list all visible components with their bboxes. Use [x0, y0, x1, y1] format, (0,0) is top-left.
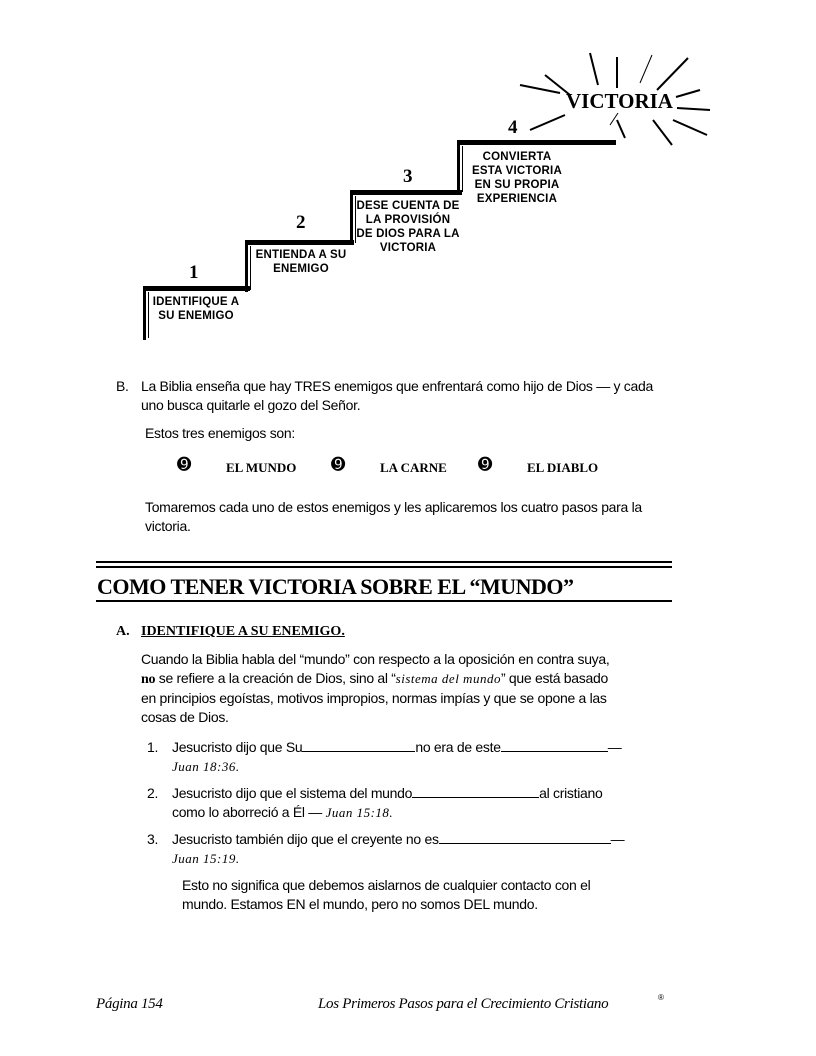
item-text: como lo aborreció a Él —: [172, 804, 326, 820]
paragraph-line: en principios egoístas, motivos impropios, normas impías y que se opone a las: [141, 690, 607, 706]
section-b-marker: B.: [116, 378, 129, 394]
step-2-riser-inner: [250, 246, 251, 290]
item-text: Jesucristo también dijo que el creyente no es: [172, 831, 439, 847]
scripture-reference: Juan 18:36.: [172, 759, 240, 774]
item-text: Jesucristo dijo que Su: [172, 739, 303, 755]
step-1-number: 1: [189, 262, 199, 283]
registered-mark: ®: [658, 993, 664, 1002]
fill-in-blank[interactable]: [412, 784, 539, 798]
page-number: Página 154: [96, 996, 163, 1012]
step-1-tread: [145, 286, 250, 291]
paragraph-text: se refiere a la creación de Dios, sino al “: [155, 670, 396, 686]
item-number: 1.: [147, 739, 159, 755]
step-4-riser-inner: [462, 146, 463, 192]
enemy-flesh: LA CARNE: [380, 460, 447, 475]
scripture-reference: Juan 15:18.: [325, 805, 394, 820]
item-text: —: [607, 739, 622, 755]
note: [182, 876, 672, 914]
step-3-number: 3: [403, 166, 413, 187]
heading-rule-bottom: [96, 600, 672, 602]
main-heading: COMO TENER VICTORIA SOBRE EL “MUNDO”: [97, 574, 574, 599]
section-b-intro: Estos tres enemigos son:: [145, 425, 295, 441]
fill-in-blank[interactable]: [302, 738, 415, 752]
step-4-number: 4: [508, 117, 518, 138]
step-4-riser: [457, 140, 460, 194]
fill-in-blank[interactable]: [501, 738, 608, 752]
item-1: [172, 738, 672, 776]
step-4-tread: [459, 140, 616, 145]
paragraph-line: Cuando la Biblia habla del “mundo” con respecto a la oposición en contra suya,: [141, 651, 610, 667]
section-a-title: IDENTIFIQUE A SU ENEMIGO.: [141, 624, 345, 639]
note-line: Esto no significa que debemos aislarnos de cualquier contacto con el: [182, 877, 591, 893]
item-text: —: [610, 831, 625, 847]
item-text: no era de este: [415, 739, 501, 755]
step-2-number: 2: [296, 212, 306, 233]
paragraph-text: ” que está basado: [500, 670, 608, 686]
heading-rule-top: [96, 566, 672, 568]
item-3: [172, 830, 672, 868]
item-number: 2.: [147, 785, 159, 801]
section-a-paragraph: [141, 650, 686, 727]
book-title: Los Primeros Pasos para el Crecimiento Cristiano: [318, 996, 609, 1012]
bold-no: no: [141, 672, 156, 687]
paragraph-line: cosas de Dios.: [141, 709, 229, 725]
step-4-label: CONVIERTA ESTA VICTORIA EN SU PROPIA EXPERIENCIA: [472, 151, 562, 205]
enemy-world: EL MUNDO: [226, 460, 297, 475]
heading-rule-top: [96, 561, 672, 563]
fill-in-blank[interactable]: [439, 830, 611, 844]
item-number: 3.: [147, 831, 159, 847]
arrow-icon: ➒: [331, 455, 346, 475]
paragraph-line: [141, 669, 686, 689]
item-text: al cristiano: [539, 785, 603, 801]
arrow-icon: ➒: [177, 455, 192, 475]
arrow-icon: ➒: [478, 455, 493, 475]
step-2-tread: [247, 240, 354, 245]
section-b-text: La Biblia enseña que hay TRES enemigos que enfrentará como hijo de Dios — y cada uno busca quitarle el gozo del Señor.: [141, 378, 653, 413]
section-a-marker: A.: [116, 624, 130, 639]
step-3-label: DESE CUENTA DE LA PROVISIÓN DE DIOS PARA LA VICTORIA: [356, 200, 460, 254]
step-3-tread: [352, 190, 462, 195]
step-2-riser: [245, 240, 248, 292]
world-system-term: sistema del mundo: [395, 671, 501, 686]
item-2: [172, 784, 672, 822]
note-line: mundo. Estamos EN el mundo, pero no somos DEL mundo.: [182, 896, 538, 912]
enemy-devil: EL DIABLO: [527, 460, 599, 475]
scripture-reference: Juan 15:19.: [172, 851, 240, 866]
step-1-label: IDENTIFIQUE A SU ENEMIGO: [152, 296, 240, 322]
section-b-closing: Tomaremos cada uno de estos enemigos y les aplicaremos los cuatro pasos para la victoria.: [145, 499, 642, 534]
victoria-label: VICTORIA: [566, 89, 673, 113]
step-3-riser: [350, 190, 353, 245]
step-2-label: ENTIENDA A SU ENEMIGO: [255, 249, 347, 275]
item-text: Jesucristo dijo que el sistema del mundo: [172, 785, 413, 801]
